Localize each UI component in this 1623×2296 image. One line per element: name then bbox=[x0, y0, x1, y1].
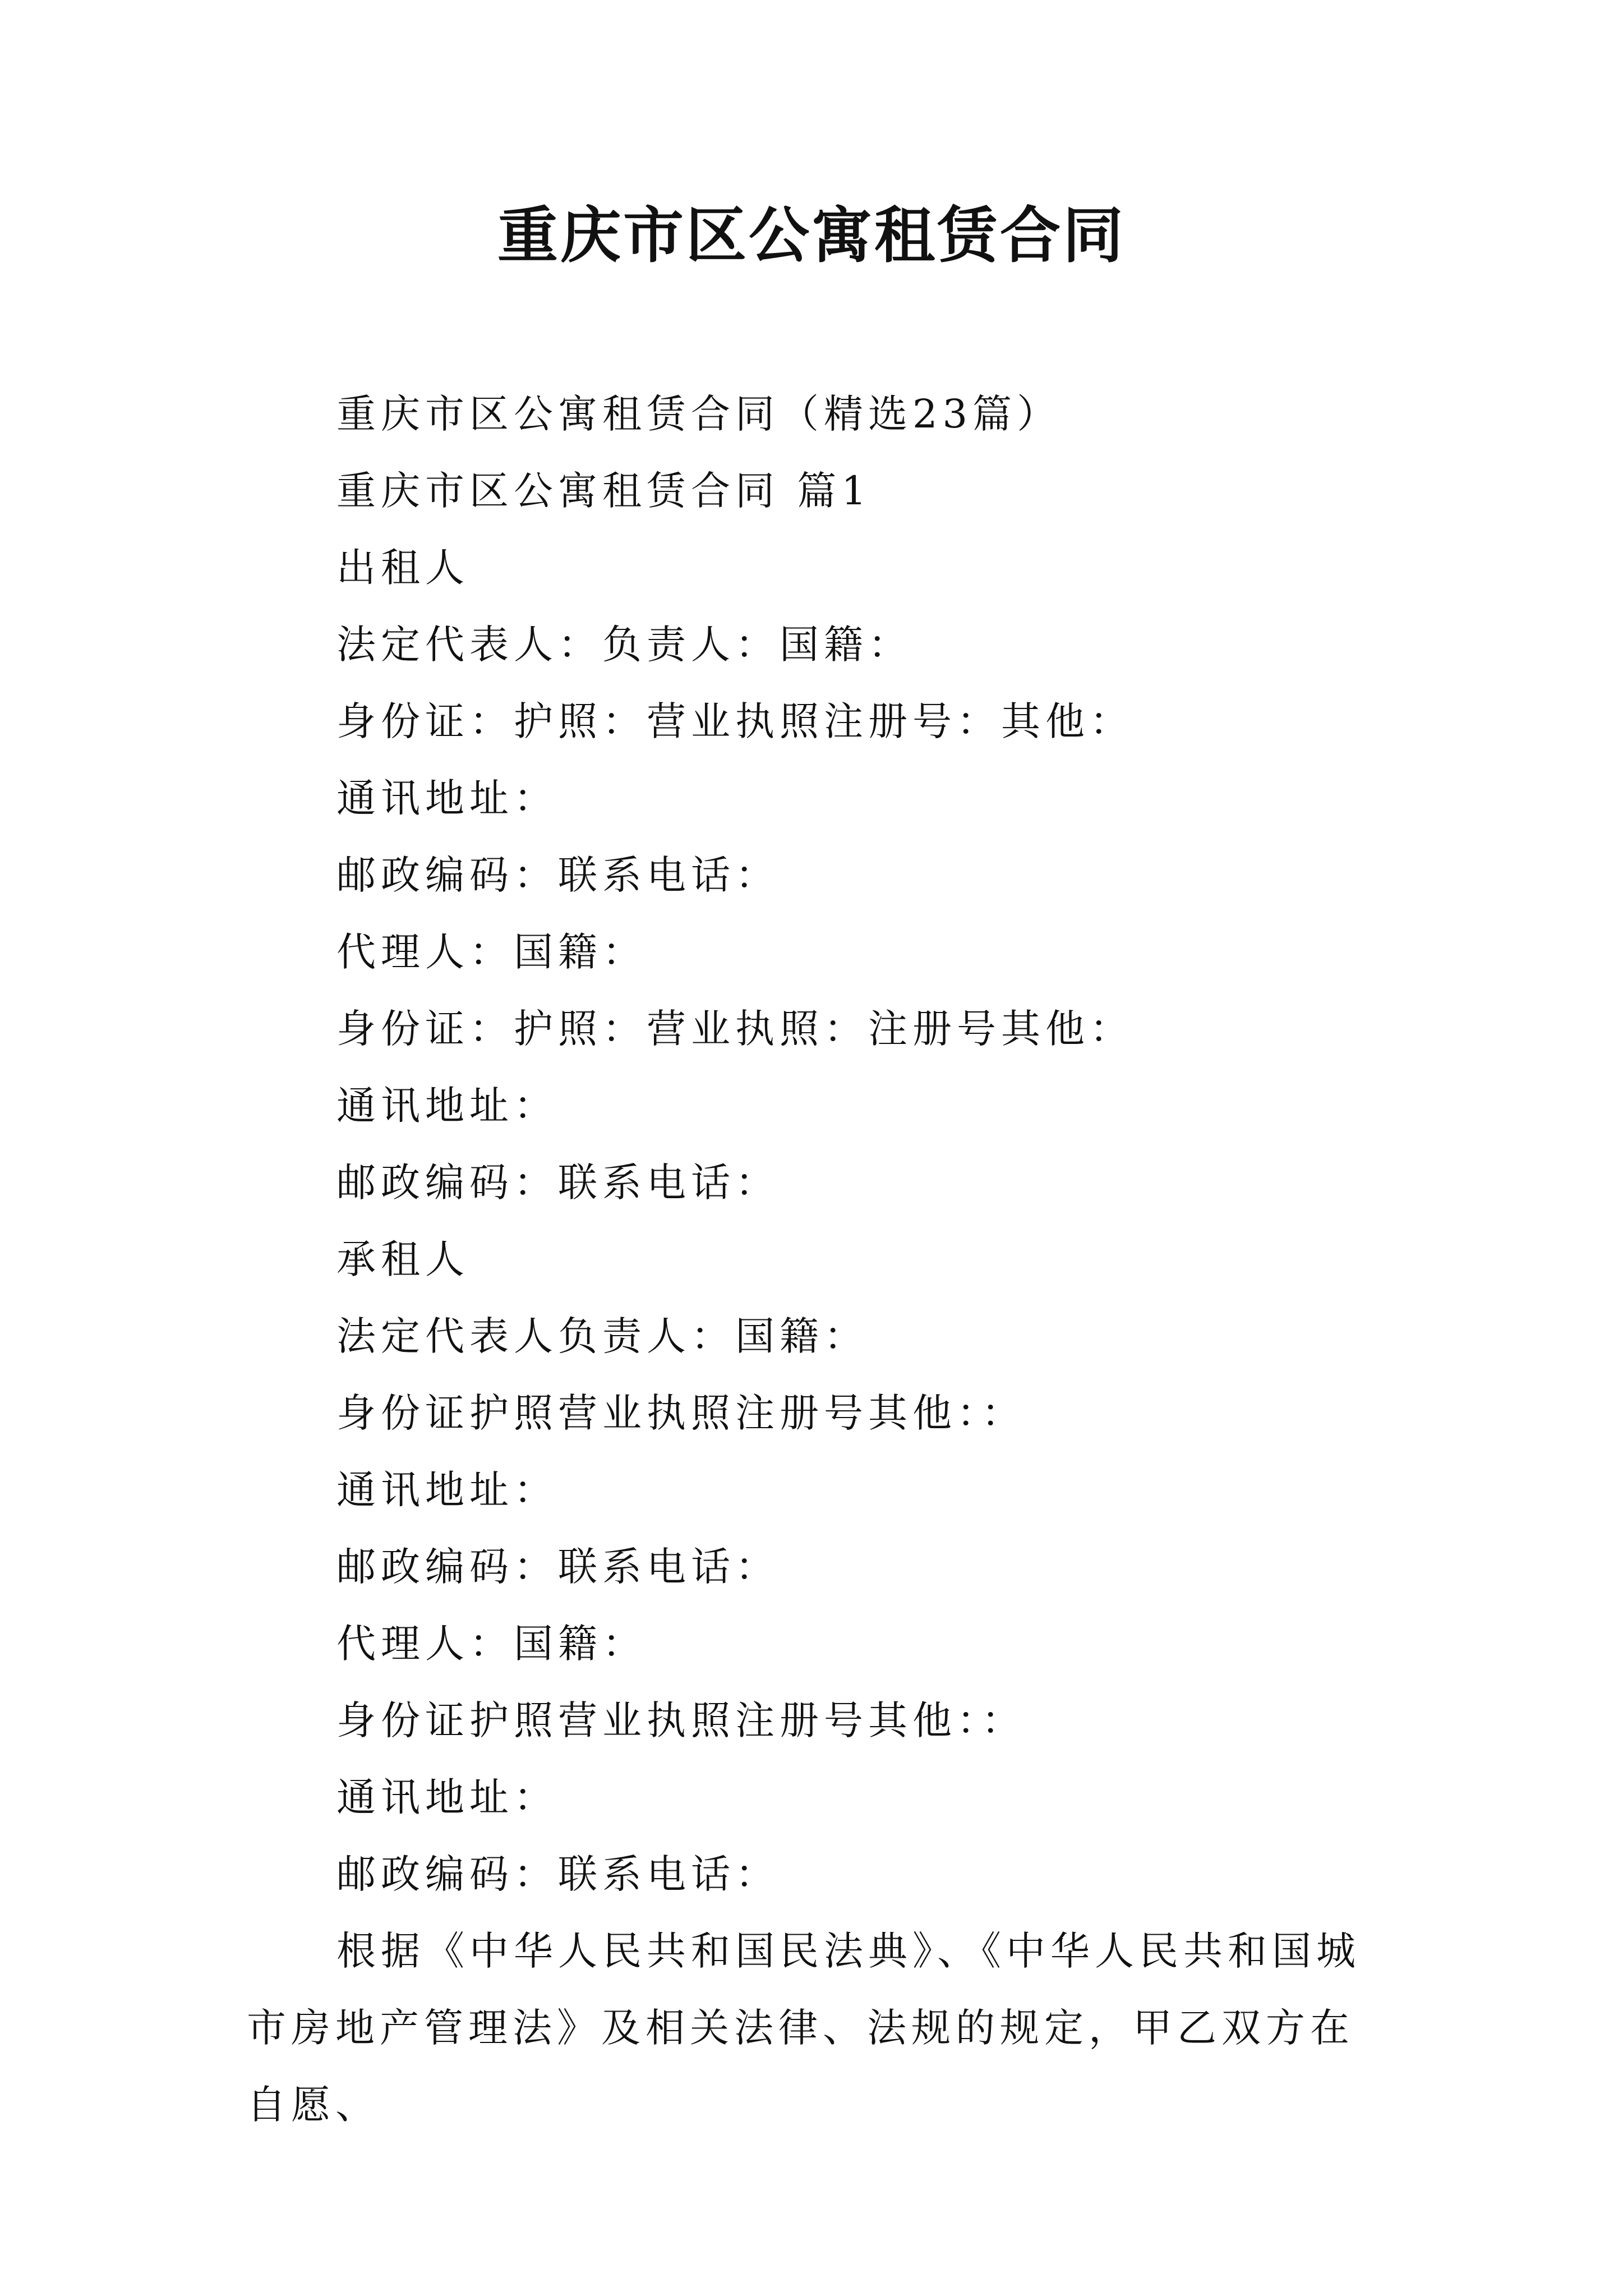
section-heading: 重庆市区公寓租赁合同 篇1 bbox=[336, 468, 872, 514]
subtitle-line: 重庆市区公寓租赁合同（精选23篇） bbox=[336, 391, 1062, 437]
document-body bbox=[247, 376, 1391, 2143]
lessee-heading: 承租人 bbox=[336, 1236, 469, 1282]
lessee-agent-address-line: 通讯地址： bbox=[336, 1774, 558, 1820]
lessee-agent-postal-line: 邮政编码：联系电话： bbox=[336, 1851, 780, 1897]
lessee-legal-rep-line: 法定代表人负责人：国籍： bbox=[336, 1313, 868, 1359]
lessor-address-line: 通讯地址： bbox=[336, 775, 558, 821]
lessor-heading: 出租人 bbox=[336, 545, 469, 591]
document-title: 重庆市区公寓租赁合同 bbox=[497, 200, 1126, 271]
lessor-agent-postal-line: 邮政编码：联系电话： bbox=[336, 1159, 780, 1205]
lessor-agent-id-line: 身份证：护照：营业执照：注册号其他： bbox=[336, 1006, 1134, 1052]
lessor-agent-line: 代理人：国籍： bbox=[336, 929, 647, 975]
lessor-postal-line: 邮政编码：联系电话： bbox=[336, 852, 780, 898]
lessor-id-line: 身份证：护照：营业执照注册号：其他： bbox=[336, 698, 1134, 744]
legal-basis-paragraph: 根据《中华人民共和国民法典》、《中华人民共和国城市房地产管理法》及相关法律、法规的规定，甲乙双方在自愿、 bbox=[247, 1928, 1361, 2128]
lessee-agent-line: 代理人：国籍： bbox=[336, 1621, 647, 1667]
lessor-agent-address-line: 通讯地址： bbox=[336, 1083, 558, 1129]
lessee-id-line: 身份证护照营业执照注册号其他：： bbox=[336, 1390, 1026, 1436]
lessee-agent-id-line: 身份证护照营业执照注册号其他：： bbox=[336, 1697, 1026, 1743]
lessor-legal-rep-line: 法定代表人：负责人：国籍： bbox=[336, 622, 912, 668]
lessee-postal-line: 邮政编码：联系电话： bbox=[336, 1544, 780, 1590]
lessee-address-line: 通讯地址： bbox=[336, 1467, 558, 1513]
